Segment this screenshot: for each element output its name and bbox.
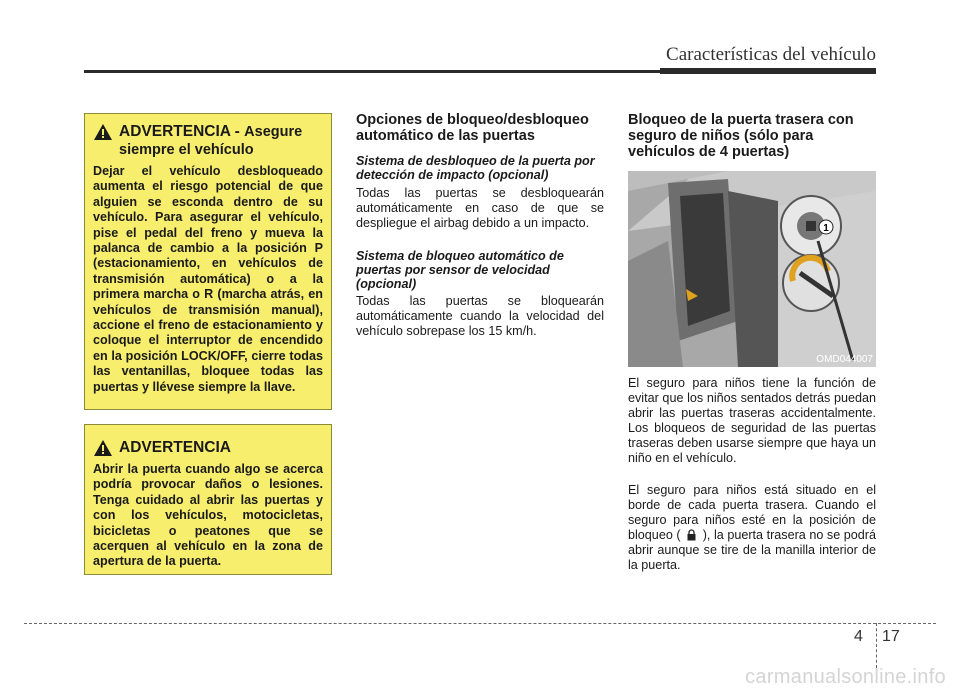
warning-body: Abrir la puerta cuando algo se acerca podría provocar daños o lesiones. Tenga cuidado al abrir las puertas y con los vehículos, motocicletas, bicicletas o peatones que se acerquen al vehículo en la zona de apertura de la puerta. [93, 462, 323, 569]
warning-triangle-icon [93, 123, 113, 141]
warning-title-suffix: Asegure siempre el vehículo [119, 124, 303, 158]
warning-box-secure-vehicle [84, 113, 332, 410]
middle-column [356, 112, 604, 339]
paragraph-speed-lock: Todas las puertas se bloquearán automáticamente cuando la velocidad del vehículo sobrepase los 15 km/h. [356, 294, 604, 338]
paragraph-child-lock-location [628, 483, 876, 573]
image-caption: OMD044007 [816, 354, 873, 365]
warning-body: Dejar el vehículo desbloqueado aumenta el riesgo potencial de que alguien se esconda dentro de su vehículo. Para asegurar el vehículo, pise el pedal del freno y mueva la palanca de cambio a la posición P (estacionamiento, en vehículos de transmisión automática) o a la primera marcha o R (marcha atrás, en vehículos de transmisión manual), accione el freno de estacionamiento y coloque el interruptor de encendido en la posición LOCK/OFF, cierre todas las ventanillas, bloquee todas las puertas y llévese siempre la llave. [93, 164, 323, 394]
header-rule-accent [660, 68, 876, 74]
paragraph-part-a: El seguro para niños está situado en el borde de cada puerta trasera. Cuando el seguro para niños esté en la posición de bloqueo ( [628, 483, 876, 542]
paragraph-child-lock-function: El seguro para niños tiene la función de evitar que los niños sentados detrás puedan abrir las puertas traseras accidentalmente. Los bloqueos de seguridad de las puertas traseras deben usarse siempre que haya un niño en el vehículo. [628, 376, 876, 465]
watermark: carmanualsonline.info [745, 666, 946, 688]
warning-title [93, 439, 323, 457]
subheading-speed-lock: Sistema de bloqueo automático de puertas por sensor de velocidad (opcional) [356, 249, 564, 291]
warning-triangle-icon [93, 439, 113, 457]
footer-divider [876, 623, 877, 668]
footer-rule [24, 623, 936, 624]
warning-title-label: ADVERTENCIA [119, 439, 231, 456]
section-title: Características del vehículo [666, 44, 876, 65]
child-lock-illustration [628, 171, 876, 367]
warning-title-label: ADVERTENCIA - [119, 123, 245, 140]
warning-title [93, 123, 323, 159]
subheading-impact-unlock: Sistema de desbloqueo de la puerta por detección de impacto (opcional) [356, 154, 595, 182]
page-number: 17 [882, 628, 900, 645]
warning-box-door-opening [84, 424, 332, 575]
callout-number: 1 [823, 223, 829, 234]
lock-icon [686, 529, 697, 541]
paragraph-part-b: ), la puerta trasera no se podrá abrir aunque se tire de la manilla interior de la puerta. [628, 528, 876, 572]
paragraph-impact-unlock: Todas las puertas se desbloquearán automáticamente en caso de que se despliegue el airbag debido a un impacto. [356, 186, 604, 230]
chapter-number: 4 [854, 628, 863, 645]
section-heading-child-lock: Bloqueo de la puerta trasera con seguro de niños (sólo para vehículos de 4 puertas) [628, 112, 854, 160]
car-door-image [628, 171, 876, 367]
section-heading: Opciones de bloqueo/desbloqueo automático de las puertas [356, 112, 589, 144]
